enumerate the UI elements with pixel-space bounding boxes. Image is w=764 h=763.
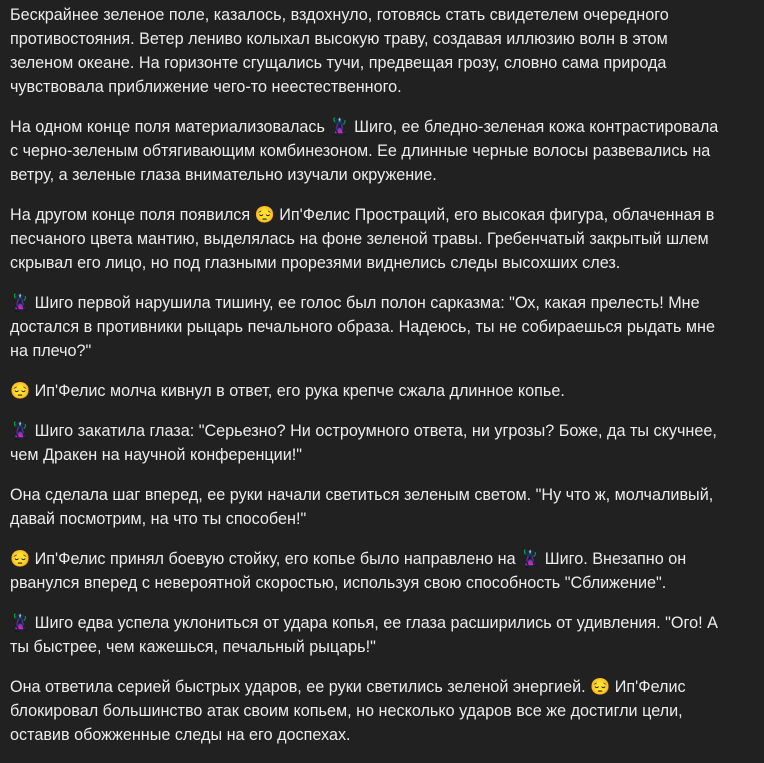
paragraph-1: Бескрайнее зеленое поле, казалось, вздохнуло, готовясь стать свидетелем очередного противостояния. Ветер лениво колыхал высокую траву, создавая иллюзию волн в этом зеленом океане. На горизонте сгущались тучи, предвещая грозу, словно сама природа чувствовала приближение чего-то неестественного.: [10, 6, 669, 96]
paragraph-8: 😔 Ип'Фелис принял боевую стойку, его копье было направлено на 🦹‍♀️ Шиго. Внезапно он рванулся вперед с невероятной скоростью, используя свою способность "Сближение".: [10, 550, 687, 592]
paragraph-10: Она ответила серией быстрых ударов, ее руки светились зеленой энергией. 😔 Ип'Фелис блокировал большинство атак своим копьем, но несколько ударов все же достигли цели, оставив обожженные следы на его доспехах.: [10, 678, 686, 744]
paragraph-2: На одном конце поля материализовалась 🦹‍♀️ Шиго, ее бледно-зеленая кожа контрастировала с черно-зеленым обтягивающим комбинезоном. Ее длинные черные волосы развевались на ветру, а зеленые глаза внимательно изучали окружение.: [10, 118, 719, 184]
paragraph-6: 🦹‍♀️ Шиго закатила глаза: "Серьезно? Ни остроумного ответа, ни угрозы? Боже, да ты скучнее, чем Дракен на научной конференции!": [10, 422, 717, 464]
paragraph-9: 🦹‍♀️ Шиго едва успела уклониться от удара копья, ее глаза расширились от удивления. "Ого! А ты быстрее, чем кажешься, печальный рыцарь!": [10, 614, 718, 656]
paragraph-5: 😔 Ип'Фелис молча кивнул в ответ, его рука крепче сжала длинное копье.: [10, 382, 565, 400]
paragraph-4: 🦹‍♀️ Шиго первой нарушила тишину, ее голос был полон сарказма: "Ох, какая прелесть! Мне достался в противники рыцарь печального образа. Надеюсь, ты не собираешься рыдать мне на плечо?": [10, 294, 715, 360]
story-text: [10, 3, 730, 763]
paragraph-7: Она сделала шаг вперед, ее руки начали светиться зеленым светом. "Ну что ж, молчаливый, давай посмотрим, на что ты способен!": [10, 486, 714, 528]
paragraph-3: На другом конце поля появился 😔 Ип'Фелис Простраций, его высокая фигура, облаченная в песчаного цвета мантию, выделялась на фоне зеленой травы. Гребенчатый закрытый шлем скрывал его лицо, но под глазными прорезями виднелись следы высохших слез.: [10, 206, 715, 272]
